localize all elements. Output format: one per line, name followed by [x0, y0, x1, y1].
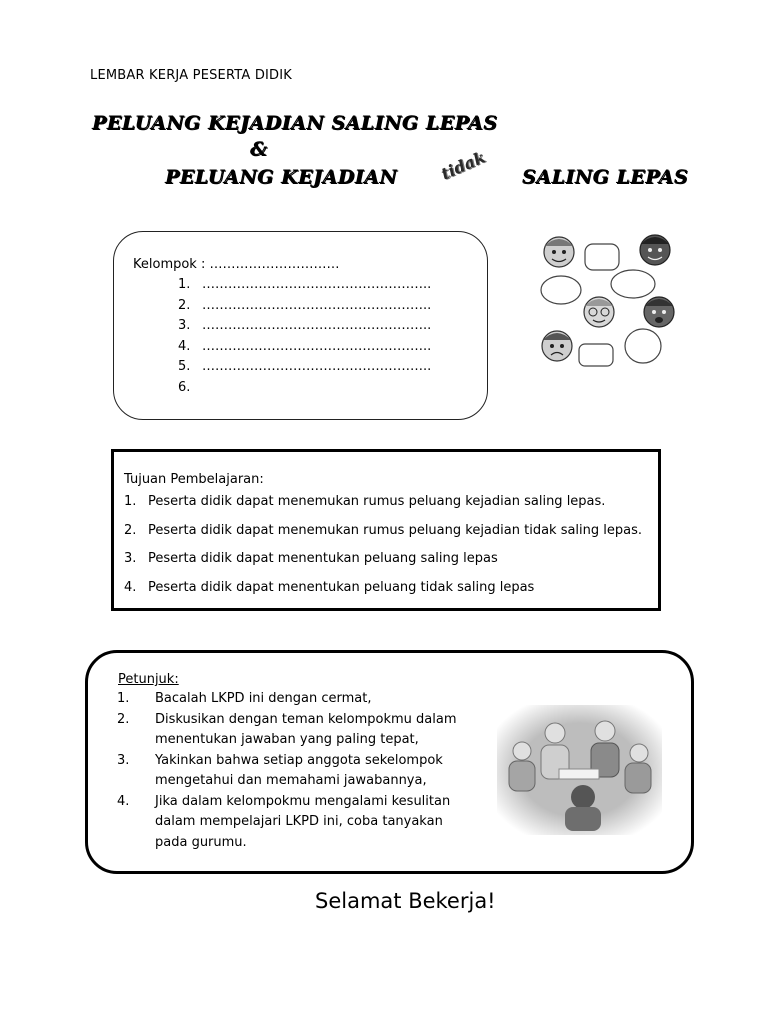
- goal-text: Peserta didik dapat menentukan peluang tidak saling lepas: [148, 579, 535, 595]
- instruction-text: menentukan jawaban yang paling tepat,: [155, 732, 419, 747]
- member-blank: ……………………………………………..: [202, 277, 432, 292]
- instruction-text: pada gurumu.: [155, 834, 247, 850]
- goal-number: 4.: [124, 579, 137, 595]
- instruction-text: dalam mempelajari LKPD ini, coba tanyakan: [155, 814, 443, 829]
- title-line-2-end: SALING LEPAS: [522, 166, 689, 188]
- goal-number: 1.: [124, 494, 137, 509]
- learning-goal-item: [124, 580, 534, 595]
- goal-text: Peserta didik dapat menemukan rumus peluang kejadian saling lepas.: [148, 494, 606, 509]
- member-number: 5.: [178, 359, 191, 374]
- title-tidak-word: tidak: [438, 147, 488, 184]
- instruction-text: Bacalah LKPD ini dengan cermat,: [155, 691, 372, 706]
- group-label: Kelompok : …………………………: [133, 257, 340, 272]
- member-number: 3.: [178, 318, 191, 333]
- instruction-number: 4.: [117, 793, 130, 809]
- learning-goal-item: [124, 494, 605, 509]
- learning-goal-item: [124, 523, 642, 538]
- member-line: [178, 296, 431, 316]
- title-line-1: PELUANG KEJADIAN SALING LEPAS: [92, 112, 498, 134]
- member-number: 2.: [178, 297, 191, 313]
- instruction-number: 3.: [117, 752, 130, 768]
- instruction-text: Diskusikan dengan teman kelompokmu dalam: [155, 711, 457, 727]
- member-line: [178, 378, 202, 398]
- instruction-text: Jika dalam kelompokmu mengalami kesulitan: [155, 793, 451, 809]
- children-discussion-faces-icon: [535, 228, 685, 373]
- member-blank: ……………………………………………..: [202, 297, 432, 313]
- instruction-number: 2.: [117, 711, 130, 727]
- instruction-text: Yakinkan bahwa setiap anggota sekelompok: [155, 752, 443, 768]
- member-blank: ……………………………………………..: [202, 318, 432, 333]
- member-number: 1.: [178, 277, 191, 292]
- member-line: [178, 337, 431, 357]
- member-line: [178, 316, 431, 336]
- member-blank: ……………………………………………..: [202, 338, 432, 354]
- learning-goal-item: [124, 551, 498, 566]
- member-line: [178, 275, 431, 295]
- goal-number: 2.: [124, 522, 137, 538]
- goal-text: Peserta didik dapat menentukan peluang saling lepas: [148, 551, 498, 566]
- instruction-number: 1.: [117, 691, 130, 706]
- title-ampersand: &: [250, 138, 268, 160]
- instructions-title: Petunjuk:: [118, 672, 179, 687]
- students-group-discussion-icon: [497, 705, 662, 835]
- member-blank: ……………………………………………..: [202, 359, 432, 374]
- member-number: 6.: [178, 379, 191, 395]
- goal-number: 3.: [124, 551, 137, 566]
- closing-message: Selamat Bekerja!: [315, 889, 496, 913]
- learning-goals-title: Tujuan Pembelajaran:: [124, 472, 264, 487]
- instruction-text: mengetahui dan memahami jawabannya,: [155, 773, 427, 788]
- member-number: 4.: [178, 338, 191, 354]
- goal-text: Peserta didik dapat menemukan rumus peluang kejadian tidak saling lepas.: [148, 522, 643, 538]
- title-line-2-start: PELUANG KEJADIAN: [165, 166, 398, 188]
- worksheet-header: LEMBAR KERJA PESERTA DIDIK: [90, 68, 293, 83]
- member-line: [178, 357, 431, 377]
